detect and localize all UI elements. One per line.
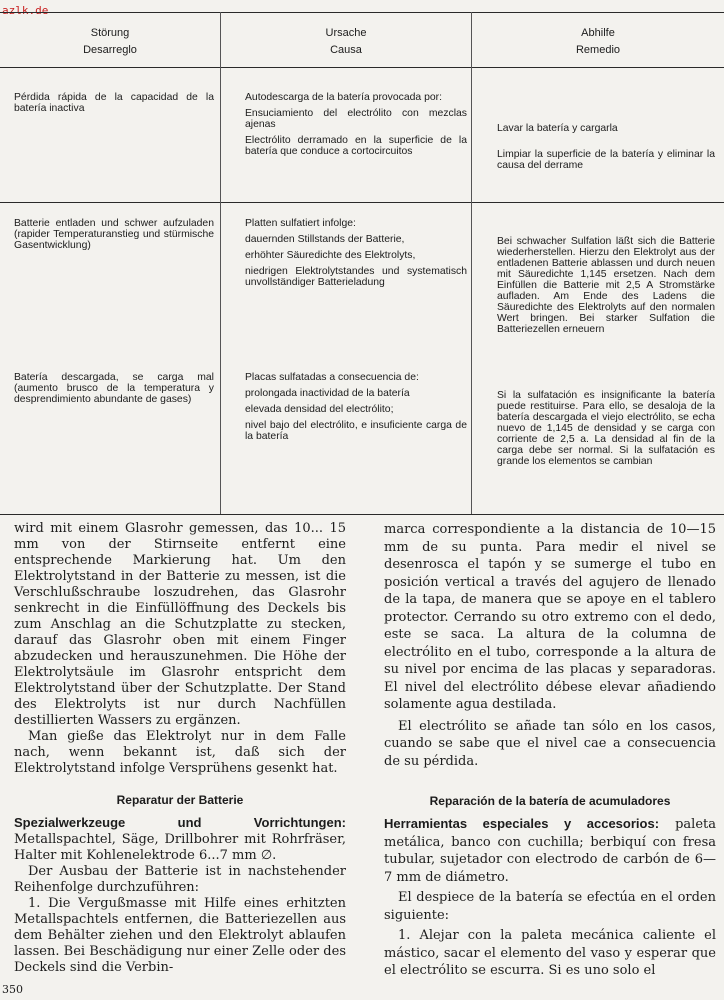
- cell-text: elevada densidad del electrólito;: [245, 404, 394, 415]
- table-cell-cause: [245, 218, 467, 293]
- paragraph: El electrólito se añade tan sólo en los casos, cuando se sabe que el nivel cae a consecuencia de su pérdida.: [384, 718, 716, 769]
- german-text-top: [14, 521, 346, 777]
- paragraph: 1. Alejar con la paleta mecánica caliente el mástico, sacar el elemento del vaso y esperar que el electrólito se escurra. Si es uno solo el: [384, 928, 716, 978]
- watermark: azlk.de: [2, 4, 49, 17]
- paragraph: Man gieße das Elektrolyt nur in dem Falle nach, wenn bekannt ist, daß sich der Elektrolytstand infolge Versprühens gesenkt hat.: [14, 729, 346, 776]
- header-de: Störung: [90, 27, 130, 39]
- header-es: Remedio: [575, 44, 621, 56]
- cell-text: nivel bajo del electrólito, e insuficiente carga de la batería: [245, 420, 467, 442]
- cell-text: Pérdida rápida de la capacidad de la batería inactiva: [14, 92, 214, 114]
- cell-text: Ensuciamiento del electrólito con mezclas ajenas: [245, 108, 467, 130]
- cell-text: Lavar la batería y cargarla: [497, 123, 618, 134]
- table-cell-problem: [14, 372, 214, 410]
- spanish-text-bottom: [384, 815, 716, 980]
- paragraph-label: Spezialwerkzeuge und Vorrichtungen:: [14, 815, 346, 830]
- table-cell-problem: [14, 92, 214, 119]
- paragraph-text: paleta metálica, banco con cuchilla; berbiquí con fresa tubular, sujetador con electrodo de carbón de 6—7 mm de diámetro.: [384, 817, 717, 885]
- paragraph: Der Ausbau der Batterie ist in nachstehender Reihenfolge durchzuführen:: [14, 864, 346, 895]
- paragraph: 1. Die Vergußmasse mit Hilfe eines erhitzten Metallspachtels entfernen, die Batteriezellen aus dem Behälter ziehen und den Elektrolyt ablaufen lassen. Bei Beschädigung nur einer Zelle oder des Deckels sind die Verbin-: [14, 896, 346, 975]
- cell-text: niedrigen Elektrolytstandes und systematisch unvollständiger Batterieladung: [245, 266, 467, 288]
- table-top-rule: [0, 12, 724, 13]
- table-cell-problem: [14, 218, 214, 256]
- cell-text: dauernden Stillstands der Batterie,: [245, 234, 405, 245]
- section-heading-es: Reparación de la batería de acumuladores: [429, 794, 671, 808]
- section-heading-de: Reparatur der Batterie: [116, 793, 244, 807]
- table-row-divider: [0, 202, 724, 203]
- table-column-divider: [471, 12, 472, 514]
- paragraph: [14, 815, 346, 864]
- header-es: Causa: [330, 44, 362, 56]
- header-stoerung: [0, 25, 220, 59]
- table-cell-cause: [245, 92, 467, 162]
- header-de: Ursache: [325, 27, 367, 39]
- german-text-bottom: [14, 815, 346, 976]
- cell-text: Autodescarga de la batería provocada por:: [245, 92, 442, 103]
- paragraph: marca correspondiente a la distancia de 10—15 mm de su punta. Para medir el nivel se desenrosca el tapón y se sumerge el tubo en posición vertical a través del agujero de llenado de la tapa, de manera que se apoye en el tablero protector. Cerrando su otro extremo con el dedo, este se saca. La altura de la columna de electrólito en el tubo, corresponde a la altura de su nivel por encima de las placas y separadoras. El nivel del electrólito débese elevar añadiendo solamente agua destilada.: [384, 522, 716, 712]
- paragraph: wird mit einem Glasrohr gemessen, das 10... 15 mm von der Stirnseite entfernt eine entsprechende Markierung hat. Um den Elektrolytstand in der Batterie zu messen, ist die Verschlußschraube loszudrehen, das Glasrohr senkrecht in die Einfüllöffnung des Deckels bis zum Anschlag an die Schutzplatte zu stecken, darauf das Glasrohr oben mit einem Finger abzudecken und herauszunehmen. Die Höhe der Elektrolytsäule im Glasrohr entspricht dem Elektrolytstand über der Schutzplatte. Der Stand des Elektrolyts ist nur durch Nachfüllen destillierten Wassers zu ergänzen.: [14, 521, 346, 728]
- table-bottom-rule: [0, 514, 724, 515]
- paragraph-text: Metallspachtel, Säge, Drillbohrer mit Rohrfräser, Halter mit Kohlenelektrode 6...7 mm ∅.: [14, 832, 346, 863]
- cell-text: erhöhter Säuredichte des Elektrolyts,: [245, 250, 416, 261]
- paragraph: El despiece de la batería se efectúa en el orden siguiente:: [384, 890, 716, 923]
- table-cell-remedy: [497, 123, 715, 176]
- cell-text: Limpiar la superficie de la batería y eliminar la causa del derrame: [497, 149, 715, 171]
- cell-text: Batería descargada, se carga mal (aumento brusco de la temperatura y desprendimiento abundante de gases): [14, 372, 214, 405]
- cell-text: prolongada inactividad de la batería: [245, 388, 410, 399]
- cell-text: Bei schwacher Sulfation läßt sich die Batterie wiederherstellen. Hierzu den Elektrolyt aus der entladenen Batterie ablassen und durch neuen mit Säuredichte 1,145 ersetzen. Nach dem Einfüllen die Batterie mit 2,5 A Stromstärke aufladen. Am Ende des Ladens die Säuredichte des Elektrolyts auf den normalen Wert bringen. Bei starker Sulfation die Batteriezellen erneuern: [497, 236, 715, 335]
- spanish-text-top: [384, 521, 716, 770]
- cell-text: Placas sulfatadas a consecuencia de:: [245, 372, 419, 383]
- cell-text: Electrólito derramado en la superficie de la batería que conduce a cortocircuitos: [245, 135, 467, 157]
- header-de: Abhilfe: [581, 27, 615, 39]
- table-header-rule: [0, 67, 724, 68]
- header-es: Desarreglo: [83, 44, 137, 56]
- header-abhilfe: [472, 25, 724, 59]
- table-cell-cause: [245, 372, 467, 447]
- cell-text: Platten sulfatiert infolge:: [245, 218, 356, 229]
- cell-text: Si la sulfatación es insignificante la batería puede restituirse. Para ello, se desaloja de la batería descargada el viejo electrólito, se echa nuevo de 1,145 de densidad y se carga con corriente de 2,5 a. La densidad al fin de la carga debe ser normal. Si la sulfatación es grande los elementos se cambian: [497, 390, 715, 467]
- paragraph-label: Herramientas especiales y accesorios:: [384, 816, 660, 831]
- cell-text: Batterie entladen und schwer aufzuladen (rapider Temperaturanstieg und stürmische Gasentwicklung): [14, 218, 214, 251]
- table-column-divider: [220, 12, 221, 514]
- table-cell-remedy: [497, 236, 715, 340]
- paragraph: [384, 815, 716, 886]
- table-cell-remedy: [497, 390, 715, 472]
- header-ursache: [221, 25, 471, 59]
- page-number: 350: [2, 983, 23, 996]
